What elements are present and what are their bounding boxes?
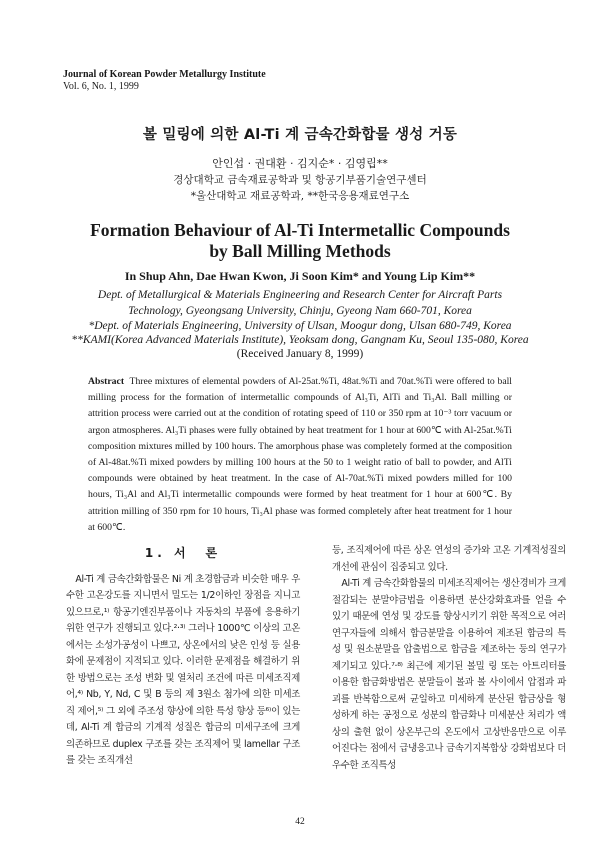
section-heading: 1. 서 론	[144, 546, 222, 560]
korean-authors: 안인섭 · 권대환 · 김지순* · 김영립**	[212, 157, 388, 170]
journal-volume: Vol. 6, No. 1, 1999	[63, 81, 139, 92]
abstract-label: Abstract	[88, 376, 125, 387]
received-date: (Received January 8, 1999)	[236, 348, 364, 360]
english-affiliation-4: **KAMI(Korea Advanced Materials Institute), Yeoksam dong, Gangnam Ku, Seoul 135-080, Korea	[71, 334, 529, 346]
abstract-text: Three mixtures of elemental powders of Al-25at.%Ti, 48at.%Ti and 70at.%Ti were offered to ball milling process for the formation of intermetallic compounds of Al₃Ti, AlTi and Ti₃Al. Ball milling or attrition process were carried out at the condition of rotating speed of 110 or 350 rpm at 10⁻³ torr vacuum or argon atmospheres. Al₃Ti phases were fully obtained by heat treatment for 1 hour at 600℃ with Al-25at.%Ti composition mixtures milled by 100 hours. The amorphous phase was completely formed at the composition of Al-48at.%Ti mixed powders by milling 100 hours at the 50 to 1 weight ratio of ball to powder, and AlTi compounds were obtained by heat treatment. In the case of Al-70at.%Ti mixed powders milled for 100 hours, Ti₃Al and Al₃Ti intermetallic compounds were formed by heat treatment for 1 hour at 600℃. By attrition milling of 350 rpm for 10 hours, Ti₃Al phase was formed completely after heat treatment for 1 hour at 600℃.	[88, 376, 513, 533]
korean-affiliation-1: 경상대학교 금속재료공학과 및 항공기부품기술연구센터	[173, 174, 427, 186]
english-affiliation-3: *Dept. of Materials Engineering, University of Ulsan, Moogur dong, Ulsan 680-749, Korea	[88, 320, 512, 332]
body-paragraph: Al-Ti 계 금속간화합물의 미세조직제어는 생산경비가 크게 절감되는 분말야금법을 이용하면 분산강화효과를 얻을 수 있기 때문에 연성 및 강도를 향상시키기 위한 목적으로 여러 연구자들에 의해서 합금분말을 이용하여 제조된 합금의 특성 및 원소분말을 압출법으로 합금을 제조하는 등의 연구가 제기되고 있다.⁷·⁸⁾ 최근에 제기된 볼밀 링 또는 아트리터를 이용한 합금화방법은 분말들이 볼과 볼 사이에서 압접과 파괴를 반복함으로써 균일하고 미세하게 분산된 합금상을 형성하게 하는 공정으로 성분의 합금화나 미세분산 처리가 액상의 출현 없이 상온부근의 온도에서 고상반응만으로 이루어진다는 점에서 급냉응고나 금속기지복합상 강화법보다 더 우수한 조직특성	[332, 578, 566, 771]
english-authors: In Shup Ahn, Dae Hwan Kwon, Ji Soon Kim* and Young Lip Kim**	[124, 269, 476, 283]
journal-name: Journal of Korean Powder Metallurgy Institute	[63, 69, 266, 80]
body-paragraph: Al-Ti 계 금속간화합물은 Ni 계 초경합금과 비슷한 매우 우수한 고온강도를 지니면서 밀도는 1/2이하인 장점을 지니고 있으므로,¹⁾ 항공기엔진부품이나 자동차의 부품에 응용하기 위한 연구가 진행되고 있다.²·³⁾ 그러나 1000℃ 이상의 고온에서는 소성가공성이 나쁘고, 상온에서의 낮은 인성 등 실용화에 문제점이 지적되고 있다. 이러한 문제점을 해결하기 위한 방법으로는 조성 변화 및 열처리 조건에 따른 미세조직제어,⁴⁾ Nb, Y, Nd, C 및 B 등의 제 3원소 첨가에 의한 미세조직 제어,⁵⁾ 그 외에 주조성 향상에 의한 특성 향상 등⁶⁾이 있는데, Al-Ti 계 합금의 기계적 성질은 합금의 미세구조에 크게 의존하므로 duplex 구조를 갖는 조직제어 및 lamellar 구조를 갖는 조직개선	[66, 573, 300, 766]
english-title	[0, 220, 600, 262]
abstract	[88, 374, 512, 536]
english-title-line-1: Formation Behaviour of Al-Ti Intermetallic Compounds	[90, 220, 510, 240]
body-paragraph: 등, 조직제어에 따른 상온 연성의 증가와 고온 기계적성질의 개선에 관심이 집중되고 있다.	[332, 545, 566, 573]
left-column	[66, 543, 300, 770]
right-column	[332, 543, 566, 774]
korean-affiliation-2: *울산대학교 재료공학과, **한국응용재료연구소	[190, 190, 410, 202]
page-number: 42	[295, 817, 305, 827]
korean-title: 볼 밀링에 의한 Al-Ti 계 금속간화합물 생성 거동	[142, 127, 458, 143]
english-title-line-2: by Ball Milling Methods	[209, 241, 391, 261]
english-affiliation-2: Technology, Gyeongsang University, Chinju, Gyeong Nam 660-701, Korea	[128, 305, 472, 317]
english-affiliation-1: Dept. of Metallurgical & Materials Engineering and Research Center for Aircraft Parts	[97, 289, 503, 301]
